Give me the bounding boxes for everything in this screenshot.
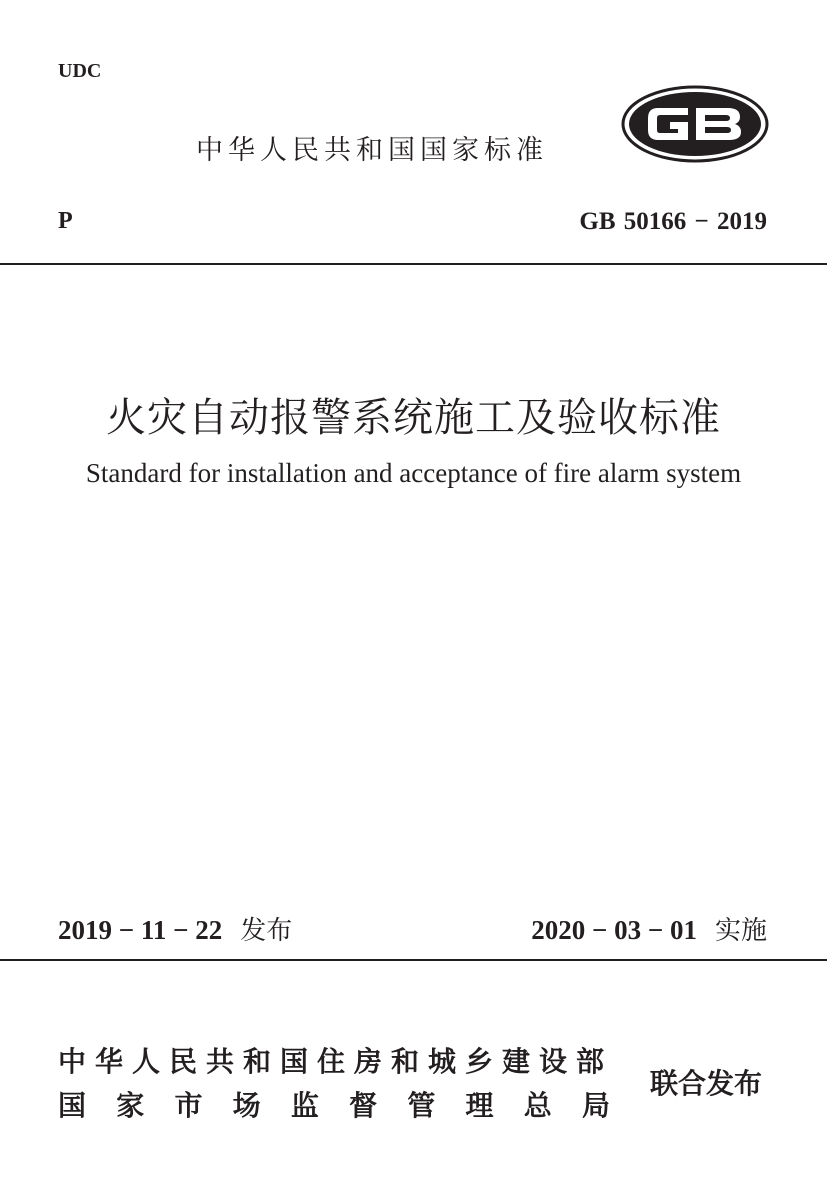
publisher-ministry: 中华人民共和国住房和城乡建设部: [58, 1045, 614, 1078]
title-english: Standard for installation and acceptance of fire alarm system: [85, 458, 742, 488]
publisher-char: 总: [523, 1089, 552, 1122]
publisher-char: 督: [349, 1089, 378, 1122]
implement-date: 2020 − 03 − 01: [531, 915, 697, 945]
publisher-char: 场: [232, 1089, 261, 1122]
title-chinese: 火灾自动报警系统施工及验收标准: [106, 395, 721, 441]
publisher-char: 管: [407, 1089, 436, 1122]
gb-logo: [620, 84, 770, 164]
implement-label: 实施: [714, 916, 767, 946]
publisher-char: 家: [116, 1089, 145, 1122]
footer-divider: [0, 959, 827, 961]
issue-label: 发布: [240, 916, 293, 946]
publisher-administration: [58, 1084, 610, 1124]
joint-issue-label: 联合发布: [650, 1067, 763, 1100]
publisher-char: 理: [465, 1089, 494, 1122]
issue-date-block: [58, 910, 292, 947]
national-standard-heading: 中华人民共和国国家标准: [196, 135, 548, 166]
publisher-char: 国: [58, 1089, 87, 1122]
udc-label: UDC: [58, 60, 102, 82]
publishers: [58, 1040, 613, 1124]
implement-date-block: [531, 910, 767, 947]
issue-date: 2019 − 11 − 22: [58, 915, 223, 945]
publisher-char: 局: [581, 1089, 610, 1122]
publisher-char: 市: [174, 1089, 203, 1122]
publisher-char: 监: [290, 1089, 319, 1122]
header-divider: [0, 263, 827, 265]
standard-number: GB 50166 − 2019: [579, 208, 767, 235]
category-code: P: [58, 208, 73, 234]
